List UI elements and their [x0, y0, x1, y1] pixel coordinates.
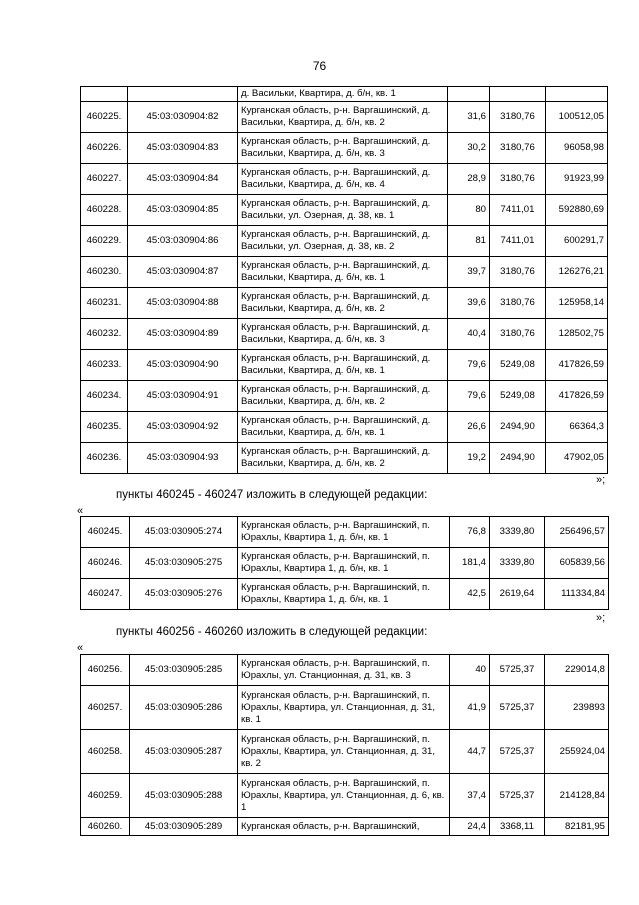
area-cell: 40 — [450, 655, 490, 686]
unit-price-cell: 5725,37 — [490, 730, 545, 774]
opening-quote: « — [77, 505, 84, 517]
table-row — [81, 350, 608, 381]
area-cell: 181,4 — [450, 548, 490, 579]
address-cell: Курганская область, р-н. Варгашинский, д. Васильки, Квартира, д. б/н, кв. 1 — [238, 350, 448, 381]
cadastral-number-cell: 45:03:030904:89 — [128, 319, 238, 350]
unit-price-cell: 3180,76 — [490, 164, 546, 195]
address-cell: Курганская область, р-н. Варгашинский, д. Васильки, Квартира, д. б/н, кв. 2 — [238, 102, 448, 133]
cadastral-value-cell — [546, 87, 608, 102]
table-row — [81, 164, 608, 195]
row-number-cell — [81, 87, 128, 102]
cadastral-value-cell: 229014,8 — [545, 655, 609, 686]
cadastral-value-cell: 82181,95 — [545, 818, 609, 836]
area-cell: 44,7 — [450, 730, 490, 774]
unit-price-cell: 5249,08 — [490, 350, 546, 381]
address-cell: Курганская область, р-н. Варгашинский, п. Юрахлы, Квартира 1, д. б/н, кв. 1 — [238, 517, 450, 548]
unit-price-cell: 3180,76 — [490, 133, 546, 164]
area-cell: 42,5 — [450, 579, 490, 610]
area-cell: 39,7 — [448, 257, 490, 288]
table-row — [81, 579, 609, 610]
unit-price-cell: 5725,37 — [490, 655, 545, 686]
row-number-cell: 460229. — [81, 226, 128, 257]
cadastral-value-cell: 592880,69 — [546, 195, 608, 226]
area-cell: 19,2 — [448, 443, 490, 474]
row-number-cell: 460235. — [81, 412, 128, 443]
cadastral-number-cell: 45:03:030905:289 — [130, 818, 238, 836]
property-table-1 — [80, 86, 608, 474]
area-cell: 41,9 — [450, 686, 490, 730]
cadastral-number-cell: 45:03:030905:276 — [130, 579, 238, 610]
row-number-cell: 460230. — [81, 257, 128, 288]
cadastral-value-cell: 605839,56 — [545, 548, 609, 579]
row-number-cell: 460231. — [81, 288, 128, 319]
area-cell: 30,2 — [448, 133, 490, 164]
page-number: 76 — [312, 59, 327, 73]
row-number-cell: 460234. — [81, 381, 128, 412]
cadastral-value-cell: 100512,05 — [546, 102, 608, 133]
area-cell: 31,6 — [448, 102, 490, 133]
cadastral-value-cell: 128502,75 — [546, 319, 608, 350]
cadastral-value-cell: 126276,21 — [546, 257, 608, 288]
area-cell: 26,6 — [448, 412, 490, 443]
row-number-cell: 460226. — [81, 133, 128, 164]
table-row — [81, 548, 609, 579]
unit-price-cell: 3180,76 — [490, 319, 546, 350]
row-number-cell: 460227. — [81, 164, 128, 195]
cadastral-number-cell — [128, 87, 238, 102]
row-number-cell: 460256. — [81, 655, 130, 686]
cadastral-number-cell: 45:03:030904:87 — [128, 257, 238, 288]
row-number-cell: 460225. — [81, 102, 128, 133]
table-row — [81, 686, 609, 730]
cadastral-number-cell: 45:03:030904:86 — [128, 226, 238, 257]
cadastral-value-cell: 417826,59 — [546, 350, 608, 381]
unit-price-cell: 5725,37 — [490, 686, 545, 730]
table-row — [81, 381, 608, 412]
amendment-note: пункты 460245 - 460247 изложить в следующей редакции: — [116, 489, 428, 501]
unit-price-cell: 7411,01 — [490, 195, 546, 226]
property-table-2 — [80, 516, 609, 610]
cadastral-value-cell: 256496,57 — [545, 517, 609, 548]
row-number-cell: 460232. — [81, 319, 128, 350]
table-row — [81, 319, 608, 350]
area-cell: 79,6 — [448, 381, 490, 412]
opening-quote: « — [77, 642, 84, 654]
cadastral-value-cell: 214128,84 — [545, 774, 609, 818]
area-cell: 37,4 — [450, 774, 490, 818]
area-cell: 28,9 — [448, 164, 490, 195]
cadastral-number-cell: 45:03:030905:274 — [130, 517, 238, 548]
row-number-cell: 460257. — [81, 686, 130, 730]
unit-price-cell: 3180,76 — [490, 288, 546, 319]
table-row — [81, 195, 608, 226]
cadastral-number-cell: 45:03:030904:83 — [128, 133, 238, 164]
area-cell — [448, 87, 490, 102]
row-number-cell: 460258. — [81, 730, 130, 774]
cadastral-number-cell: 45:03:030905:287 — [130, 730, 238, 774]
unit-price-cell: 7411,01 — [490, 226, 546, 257]
address-cell: Курганская область, р-н. Варгашинский, д. Васильки, ул. Озерная, д. 38, кв. 2 — [238, 226, 448, 257]
cadastral-number-cell: 45:03:030904:91 — [128, 381, 238, 412]
area-cell: 80 — [448, 195, 490, 226]
cadastral-value-cell: 111334,84 — [545, 579, 609, 610]
area-cell: 24,4 — [450, 818, 490, 836]
cadastral-number-cell: 45:03:030904:85 — [128, 195, 238, 226]
table-row — [81, 818, 609, 836]
cadastral-value-cell: 47902,05 — [546, 443, 608, 474]
table-row — [81, 133, 608, 164]
cadastral-number-cell: 45:03:030905:288 — [130, 774, 238, 818]
table-row — [81, 774, 609, 818]
address-cell: Курганская область, р-н. Варгашинский, п. Юрахлы, Квартира, ул. Станционная, д. 31, кв. 1 — [238, 686, 450, 730]
unit-price-cell: 3180,76 — [490, 257, 546, 288]
address-cell: Курганская область, р-н. Варгашинский, д. Васильки, Квартира, д. б/н, кв. 2 — [238, 443, 448, 474]
area-cell: 81 — [448, 226, 490, 257]
table-row — [81, 412, 608, 443]
address-cell: Курганская область, р-н. Варгашинский, д. Васильки, Квартира, д. б/н, кв. 1 — [238, 257, 448, 288]
cadastral-value-cell: 96058,98 — [546, 133, 608, 164]
cadastral-number-cell: 45:03:030905:286 — [130, 686, 238, 730]
cadastral-value-cell: 417826,59 — [546, 381, 608, 412]
cadastral-value-cell: 255924,04 — [545, 730, 609, 774]
area-cell: 40,4 — [448, 319, 490, 350]
row-number-cell: 460260. — [81, 818, 130, 836]
unit-price-cell: 2494,90 — [490, 443, 546, 474]
area-cell: 76,8 — [450, 517, 490, 548]
table-row — [81, 517, 609, 548]
address-cell: Курганская область, р-н. Варгашинский, д. Васильки, Квартира, д. б/н, кв. 3 — [238, 319, 448, 350]
address-cell: Курганская область, р-н. Варгашинский, п. Юрахлы, Квартира, ул. Станционная, д. 31, кв. 2 — [238, 730, 450, 774]
cadastral-value-cell: 66364,3 — [546, 412, 608, 443]
cadastral-value-cell: 239893 — [545, 686, 609, 730]
cadastral-value-cell: 91923,99 — [546, 164, 608, 195]
table-row — [81, 655, 609, 686]
address-cell: Курганская область, р-н. Варгашинский, д. Васильки, Квартира, д. б/н, кв. 2 — [238, 288, 448, 319]
cadastral-number-cell: 45:03:030904:84 — [128, 164, 238, 195]
closing-quote: »; — [596, 612, 606, 624]
area-cell: 39,6 — [448, 288, 490, 319]
table-row — [81, 257, 608, 288]
cadastral-value-cell: 125958,14 — [546, 288, 608, 319]
cadastral-number-cell: 45:03:030904:92 — [128, 412, 238, 443]
address-cell: д. Васильки, Квартира, д. б/н, кв. 1 — [238, 87, 448, 102]
row-number-cell: 460245. — [81, 517, 130, 548]
address-cell: Курганская область, р-н. Варгашинский, д. Васильки, Квартира, д. б/н, кв. 3 — [238, 133, 448, 164]
address-cell: Курганская область, р-н. Варгашинский, д. Васильки, ул. Озерная, д. 38, кв. 1 — [238, 195, 448, 226]
table-row — [81, 102, 608, 133]
unit-price-cell: 3180,76 — [490, 102, 546, 133]
table-row — [81, 288, 608, 319]
cadastral-number-cell: 45:03:030904:93 — [128, 443, 238, 474]
address-cell: Курганская область, р-н. Варгашинский, п. Юрахлы, Квартира, ул. Станционная, д. 6, кв. 1 — [238, 774, 450, 818]
unit-price-cell: 5249,08 — [490, 381, 546, 412]
amendment-note: пункты 460256 - 460260 изложить в следующей редакции: — [116, 626, 428, 638]
row-number-cell: 460246. — [81, 548, 130, 579]
unit-price-cell: 3339,80 — [490, 517, 545, 548]
address-cell: Курганская область, р-н. Варгашинский, д. Васильки, Квартира, д. б/н, кв. 2 — [238, 381, 448, 412]
cadastral-number-cell: 45:03:030904:88 — [128, 288, 238, 319]
row-number-cell: 460247. — [81, 579, 130, 610]
unit-price-cell: 3368,11 — [490, 818, 545, 836]
row-number-cell: 460228. — [81, 195, 128, 226]
unit-price-cell — [490, 87, 546, 102]
row-number-cell: 460236. — [81, 443, 128, 474]
address-cell: Курганская область, р-н. Варгашинский, д. Васильки, Квартира, д. б/н, кв. 1 — [238, 412, 448, 443]
unit-price-cell: 2494,90 — [490, 412, 546, 443]
cadastral-number-cell: 45:03:030905:285 — [130, 655, 238, 686]
unit-price-cell: 2619,64 — [490, 579, 545, 610]
unit-price-cell: 5725,37 — [490, 774, 545, 818]
row-number-cell: 460259. — [81, 774, 130, 818]
address-cell: Курганская область, р-н. Варгашинский, п. Юрахлы, ул. Станционная, д. 31, кв. 3 — [238, 655, 450, 686]
area-cell: 79,6 — [448, 350, 490, 381]
closing-quote: »; — [596, 474, 606, 486]
cadastral-value-cell: 600291,7 — [546, 226, 608, 257]
cadastral-number-cell: 45:03:030904:90 — [128, 350, 238, 381]
address-cell: Курганская область, р-н. Варгашинский, — [238, 818, 450, 836]
table-row — [81, 730, 609, 774]
address-cell: Курганская область, р-н. Варгашинский, п. Юрахлы, Квартира 1, д. б/н, кв. 1 — [238, 579, 450, 610]
address-cell: Курганская область, р-н. Варгашинский, п. Юрахлы, Квартира 1, д. б/н, кв. 1 — [238, 548, 450, 579]
table-row — [81, 443, 608, 474]
unit-price-cell: 3339,80 — [490, 548, 545, 579]
row-number-cell: 460233. — [81, 350, 128, 381]
property-table-3 — [80, 654, 609, 836]
cadastral-number-cell: 45:03:030905:275 — [130, 548, 238, 579]
table-row — [81, 226, 608, 257]
table-row — [81, 87, 608, 102]
cadastral-number-cell: 45:03:030904:82 — [128, 102, 238, 133]
address-cell: Курганская область, р-н. Варгашинский, д. Васильки, Квартира, д. б/н, кв. 4 — [238, 164, 448, 195]
